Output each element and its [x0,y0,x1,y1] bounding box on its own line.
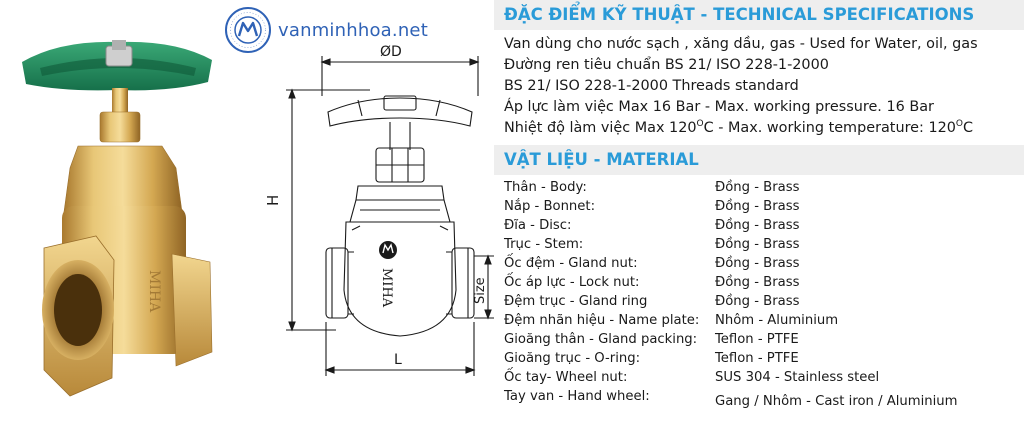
material-row [504,235,1022,254]
material-value: Đồng - Brass [715,275,800,290]
material-table [504,178,1022,409]
material-value: Đồng - Brass [715,218,800,233]
material-part: Ốc tay- Wheel nut: [504,370,628,385]
site-name[interactable]: vanminhhoa.net [278,20,428,41]
degree-mark: O [955,119,964,130]
material-part: Gioăng trục - O-ring: [504,351,641,366]
material-value: Đồng - Brass [715,180,800,195]
material-part: Đĩa - Disc: [504,218,572,233]
material-part: Gioăng thân - Gland packing: [504,332,698,347]
material-part: Nắp - Bonnet: [504,199,596,214]
material-value: Teflon - PTFE [715,351,799,366]
material-value: Teflon - PTFE [715,332,799,347]
material-part: Đệm trục - Gland ring [504,294,648,309]
material-part: Tay van - Hand wheel: [504,389,650,404]
dimension-drawing [240,0,494,430]
material-row [504,216,1022,235]
material-row [504,387,1022,409]
material-value: Đồng - Brass [715,199,800,214]
material-row [504,273,1022,292]
material-part: Ốc áp lực - Lock nut: [504,275,640,290]
spec-line: Van dùng cho nước sạch , xăng dầu, gas - Used for Water, oil, gas [504,36,978,52]
material-row [504,349,1022,368]
material-part: Thân - Body: [504,180,587,195]
temp-text: C - Max. working temperature: 120 [703,120,956,136]
spec-line: Đường ren tiêu chuẩn BS 21/ ISO 228-1-2000 [504,57,829,73]
material-value: Nhôm - Aluminium [715,313,839,328]
spec-line: Áp lực làm việc Max 16 Bar - Max. working pressure. 16 Bar [504,99,934,115]
specifications-panel [494,0,1024,430]
temp-text: Nhiệt độ làm việc Max 120 [504,120,697,136]
material-row [504,368,1022,387]
material-part: Trục - Stem: [504,237,584,252]
degree-mark: O [696,119,704,130]
valve-photo [0,0,240,430]
specification-list [504,34,1022,139]
technical-specifications-header: ĐẶC ĐIỂM KỸ THUẬT - TECHNICAL SPECIFICATIONS [494,0,1024,30]
left-panel [0,0,494,430]
material-value: Đồng - Brass [715,256,800,271]
spec-line: BS 21/ ISO 228-1-2000 Threads standard [504,78,799,94]
svg-text:MIHA: MIHA [146,270,162,313]
material-value: Đồng - Brass [715,237,800,252]
spec-line-temperature [504,118,1022,139]
drawing-brand-label: MIHA [379,268,394,308]
material-row [504,197,1022,216]
material-value: SUS 304 - Stainless steel [715,370,880,385]
dim-label-l: L [394,352,402,368]
material-value: Gang / Nhôm - Cast iron / Aluminium [715,394,958,409]
dim-label-h: H [264,194,282,206]
material-part: Đệm nhãn hiệu - Name plate: [504,313,700,328]
material-row [504,330,1022,349]
dim-label-size: Size [473,277,488,304]
material-part: Ốc đệm - Gland nut: [504,256,638,271]
dim-label-od: ØD [380,44,402,60]
material-row [504,311,1022,330]
material-row [504,254,1022,273]
material-row [504,178,1022,197]
material-header: VẬT LIỆU - MATERIAL [494,145,1024,175]
temp-text: C [963,120,974,136]
material-row [504,292,1022,311]
material-value: Đồng - Brass [715,294,800,309]
